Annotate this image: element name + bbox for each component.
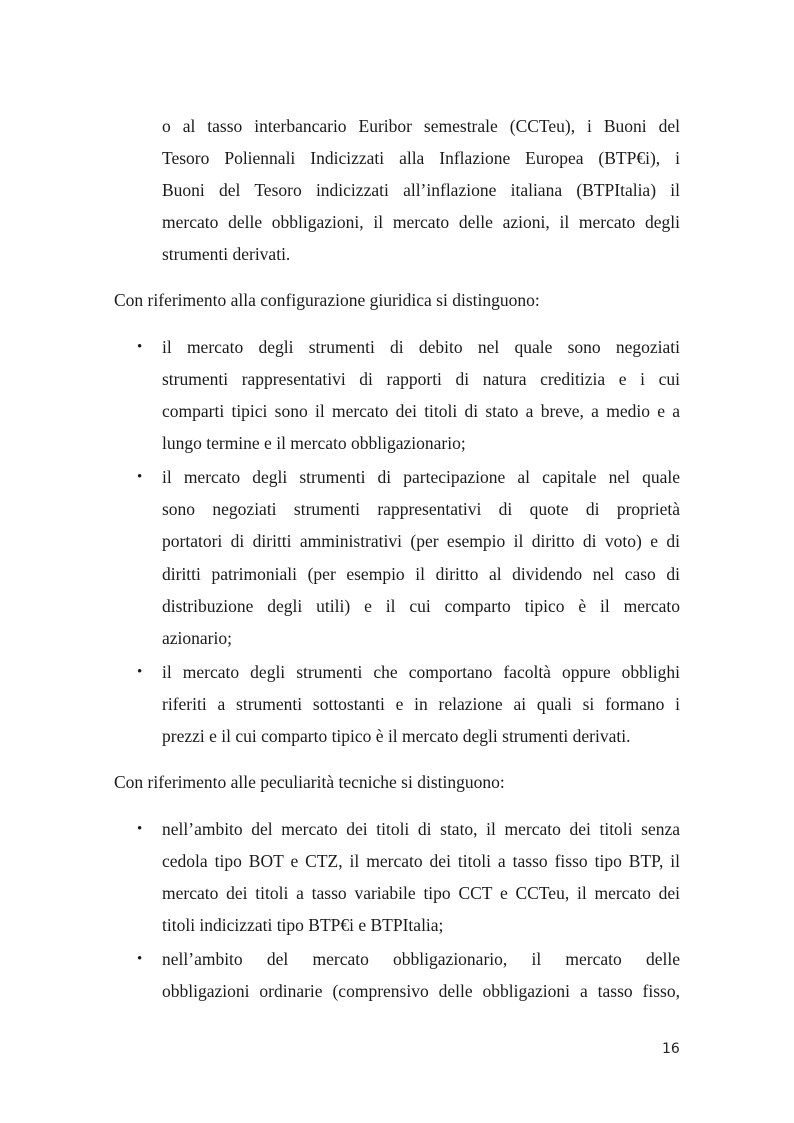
text-line: sono negoziati strumenti rappresentativi di quote di proprietà [162, 499, 680, 519]
text-line: distribuzione degli utili) e il cui comparto tipico è il mercato [162, 596, 680, 616]
text-line: lungo termine e il mercato obbligazionario; [162, 433, 466, 453]
text-line: il mercato degli strumenti che comportano facoltà oppure obblighi [162, 662, 680, 682]
text-line: prezzi e il cui comparto tipico è il mercato degli strumenti derivati. [162, 726, 631, 746]
text-line: Buoni del Tesoro indicizzati all’inflazione italiana (BTPItalia) il [162, 180, 680, 200]
text-line: nell’ambito del mercato obbligazionario, il mercato delle [162, 949, 680, 969]
text-line: mercato dei titoli a tasso variabile tipo CCT e CCTeu, il mercato dei [162, 883, 680, 903]
text-line: obbligazioni ordinarie (comprensivo delle obbligazioni a tasso fisso, [162, 981, 680, 1001]
text-line: diritti patrimoniali (per esempio il diritto al dividendo nel caso di [162, 564, 680, 584]
text-line: titoli indicizzati tipo BTP€i e BTPItalia; [162, 915, 444, 935]
text-line: portatori di diritti amministrativi (per esempio il diritto di voto) e di [162, 531, 680, 551]
text-line: riferiti a strumenti sottostanti e in relazione ai quali si formano i [162, 694, 680, 714]
bullet-icon: • [137, 951, 143, 967]
section-heading: Con riferimento alle peculiarità tecniche si distinguono: [114, 772, 505, 792]
bullet-icon: • [137, 821, 143, 837]
text-line: cedola tipo BOT e CTZ, il mercato dei titoli a tasso fisso tipo BTP, il [162, 851, 680, 871]
text-line: strumenti derivati. [162, 244, 291, 264]
text-line: o al tasso interbancario Euribor semestrale (CCTeu), i Buoni del [162, 116, 680, 136]
text-line: strumenti rappresentativi di rapporti di natura creditizia e i cui [162, 369, 680, 389]
text-line: il mercato degli strumenti di debito nel quale sono negoziati [162, 337, 680, 357]
section-heading: Con riferimento alla configurazione giuridica si distinguono: [114, 290, 540, 310]
page-number: 16 [662, 1041, 680, 1057]
text-line: mercato delle obbligazioni, il mercato delle azioni, il mercato degli [162, 212, 680, 232]
bullet-icon: • [137, 664, 143, 680]
text-line: il mercato degli strumenti di partecipazione al capitale nel quale [162, 467, 680, 487]
text-line: azionario; [162, 628, 232, 648]
bullet-icon: • [137, 339, 143, 355]
text-line: comparti tipici sono il mercato dei titoli di stato a breve, a medio e a [162, 401, 680, 421]
text-line: Tesoro Poliennali Indicizzati alla Inflazione Europea (BTP€i), i [162, 148, 680, 168]
bullet-icon: • [137, 469, 143, 485]
text-line: nell’ambito del mercato dei titoli di stato, il mercato dei titoli senza [162, 819, 680, 839]
